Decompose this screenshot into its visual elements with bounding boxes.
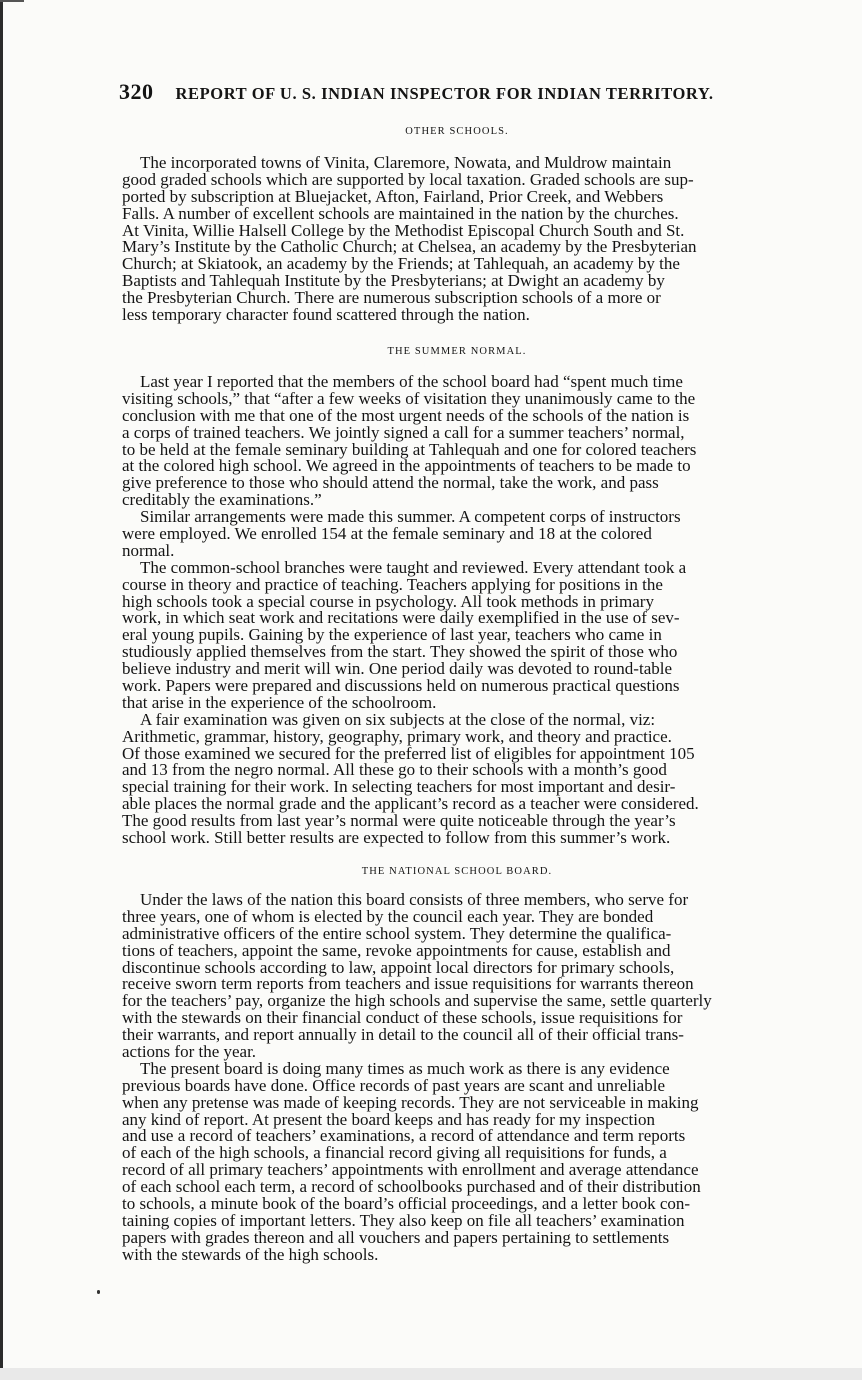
text-line: The good results from last year’s normal were quite noticeable through the year’s xyxy=(122,811,676,831)
section-heading-other-schools: OTHER SCHOOLS. xyxy=(405,126,509,137)
text-line: receive sworn term reports from teachers and issue requisitions for warrants thereon xyxy=(122,974,694,994)
text-line: when any pretense was made of keeping records. They are not serviceable in making xyxy=(122,1092,699,1112)
text-line: for the teachers’ pay, organize the high schools and supervise the same, settle quarterly xyxy=(122,991,712,1011)
text-line: studiously applied themselves from the start. They showed the spirit of those who xyxy=(122,642,678,662)
text-line: special training for their work. In selecting teachers for most important and desir- xyxy=(122,777,676,797)
text-line: their warrants, and report annually in detail to the council all of their official trans- xyxy=(122,1025,684,1045)
text-line: Church; at Skiatook, an academy by the Friends; at Tahlequah, an academy by the xyxy=(122,254,680,274)
text-line: of each school each term, a record of schoolbooks purchased and of their distribution xyxy=(122,1177,701,1197)
text-line: creditably the examinations.” xyxy=(122,490,322,510)
section-body-other-schools xyxy=(122,155,796,324)
text-line: and use a record of teachers’ examinations, a record of attendance and term reports xyxy=(122,1126,686,1146)
text-line: that arise in the experience of the schoolroom. xyxy=(122,692,437,712)
text-line: course in theory and practice of teaching. Teachers applying for positions in the xyxy=(122,574,663,594)
text-line: at the colored high school. We agreed in the appointments of teachers to be made to xyxy=(122,456,691,476)
text-line: with the stewards on their financial conduct of these schools, issue requisitions for xyxy=(122,1008,683,1028)
text-line: good graded schools which are supported by local taxation. Graded schools are sup- xyxy=(122,169,694,189)
text-line: to schools, a minute book of the board’s official proceedings, and a letter book con- xyxy=(122,1194,691,1214)
text-line: taining copies of important letters. They also keep on file all teachers’ examination xyxy=(122,1210,685,1230)
text-line: the Presbyterian Church. There are numerous subscription schools of a more or xyxy=(122,288,661,308)
text-line: Of those examined we secured for the preferred list of eligibles for appointment 105 xyxy=(122,743,695,763)
text-line: with the stewards of the high schools. xyxy=(122,1244,379,1264)
text-line: Under the laws of the nation this board consists of three members, who serve for xyxy=(140,890,689,909)
text-line: normal. xyxy=(122,540,175,560)
page-number: 320 xyxy=(119,79,154,104)
text-line: to be held at the female seminary building at Tahlequah and one for colored teachers xyxy=(122,439,697,459)
text-line: work. Papers were prepared and discussions held on numerous practical questions xyxy=(122,676,680,696)
text-line: The common-school branches were taught and reviewed. Every attendant took a xyxy=(140,557,687,577)
text-line: give preference to those who should attend the normal, take the work, and pass xyxy=(122,473,659,493)
text-line: ported by subscription at Bluejacket, Afton, Fairland, Prior Creek, and Webbers xyxy=(122,186,664,206)
text-line: of each of the high schools, a financial record giving all requisitions for funds, a xyxy=(122,1143,667,1163)
text-line: administrative officers of the entire school system. They determine the qualifica- xyxy=(122,923,672,943)
text-line: and 13 from the negro normal. All these go to their schools with a month’s good xyxy=(122,760,667,780)
text-line: a corps of trained teachers. We jointly signed a call for a summer teachers’ normal, xyxy=(122,422,685,442)
text-line: Falls. A number of excellent schools are maintained in the nation by the churches. xyxy=(122,203,679,223)
section-body-summer-normal xyxy=(122,374,796,847)
text-line: three years, one of whom is elected by the council each year. They are bonded xyxy=(122,906,654,926)
text-line: discontinue schools according to law, appoint local directors for primary schools, xyxy=(122,957,675,977)
text-line: any kind of report. At present the board keeps and has ready for my inspection xyxy=(122,1109,655,1129)
text-line: previous boards have done. Office records of past years are scant and unreliable xyxy=(122,1075,665,1095)
text-line: Similar arrangements were made this summer. A competent corps of instructors xyxy=(140,507,681,527)
text-line: visiting schools,” that “after a few weeks of visitation they unanimously came to the xyxy=(122,388,696,408)
text-line: school work. Still better results are expected to follow from this summer’s work. xyxy=(122,828,671,848)
scan-corner-mark xyxy=(0,0,24,2)
text-line: actions for the year. xyxy=(122,1042,257,1062)
text-line: high schools took a special course in psychology. All took methods in primary xyxy=(122,591,654,611)
text-line: papers with grades thereon and all vouchers and papers pertaining to settlements xyxy=(122,1227,670,1247)
text-line: work, in which seat work and recitations were daily exemplified in the use of sev- xyxy=(122,608,680,628)
text-line: were employed. We enrolled 154 at the female seminary and 18 at the colored xyxy=(122,524,652,544)
text-line: The incorporated towns of Vinita, Claremore, Nowata, and Muldrow maintain xyxy=(140,153,672,172)
section-heading-national-school-board: THE NATIONAL SCHOOL BOARD. xyxy=(361,866,553,877)
text-line: believe industry and merit will win. One period daily was devoted to round-table xyxy=(122,659,673,679)
text-line: Last year I reported that the members of the school board had “spent much time xyxy=(140,372,683,391)
scan-left-edge xyxy=(0,0,3,1368)
text-line: less temporary character found scattered through the nation. xyxy=(122,305,530,325)
running-title: REPORT OF U. S. INDIAN INSPECTOR FOR INDIAN TERRITORY. xyxy=(175,84,714,103)
text-line: conclusion with me that one of the most urgent needs of the schools of the nation is xyxy=(122,405,690,425)
page-header xyxy=(119,79,799,105)
section-body-national-school-board xyxy=(122,892,796,1264)
scan-bottom-edge xyxy=(0,1368,862,1380)
section-heading-summer-normal: THE SUMMER NORMAL. xyxy=(387,346,527,357)
text-line: Baptists and Tahlequah Institute by the Presbyterians; at Dwight an academy by xyxy=(122,271,665,291)
text-line: record of all primary teachers’ appointments with enrollment and average attendance xyxy=(122,1160,699,1180)
text-line: eral young pupils. Gaining by the experience of last year, teachers who came in xyxy=(122,625,662,645)
text-line: Arithmetic, grammar, history, geography, primary work, and theory and practice. xyxy=(122,726,672,746)
text-line: able places the normal grade and the applicant’s record as a teacher were considered. xyxy=(122,794,699,814)
text-line: tions of teachers, appoint the same, revoke appointments for cause, establish and xyxy=(122,940,671,960)
text-line: Mary’s Institute by the Catholic Church; at Chelsea, an academy by the Presbyterian xyxy=(122,237,697,257)
text-line: The present board is doing many times as much work as there is any evidence xyxy=(140,1058,670,1078)
text-line: At Vinita, Willie Halsell College by the Methodist Episcopal Church South and St. xyxy=(122,220,685,240)
text-line: A fair examination was given on six subjects at the close of the normal, viz: xyxy=(140,709,656,729)
scan-speck xyxy=(97,1290,100,1294)
